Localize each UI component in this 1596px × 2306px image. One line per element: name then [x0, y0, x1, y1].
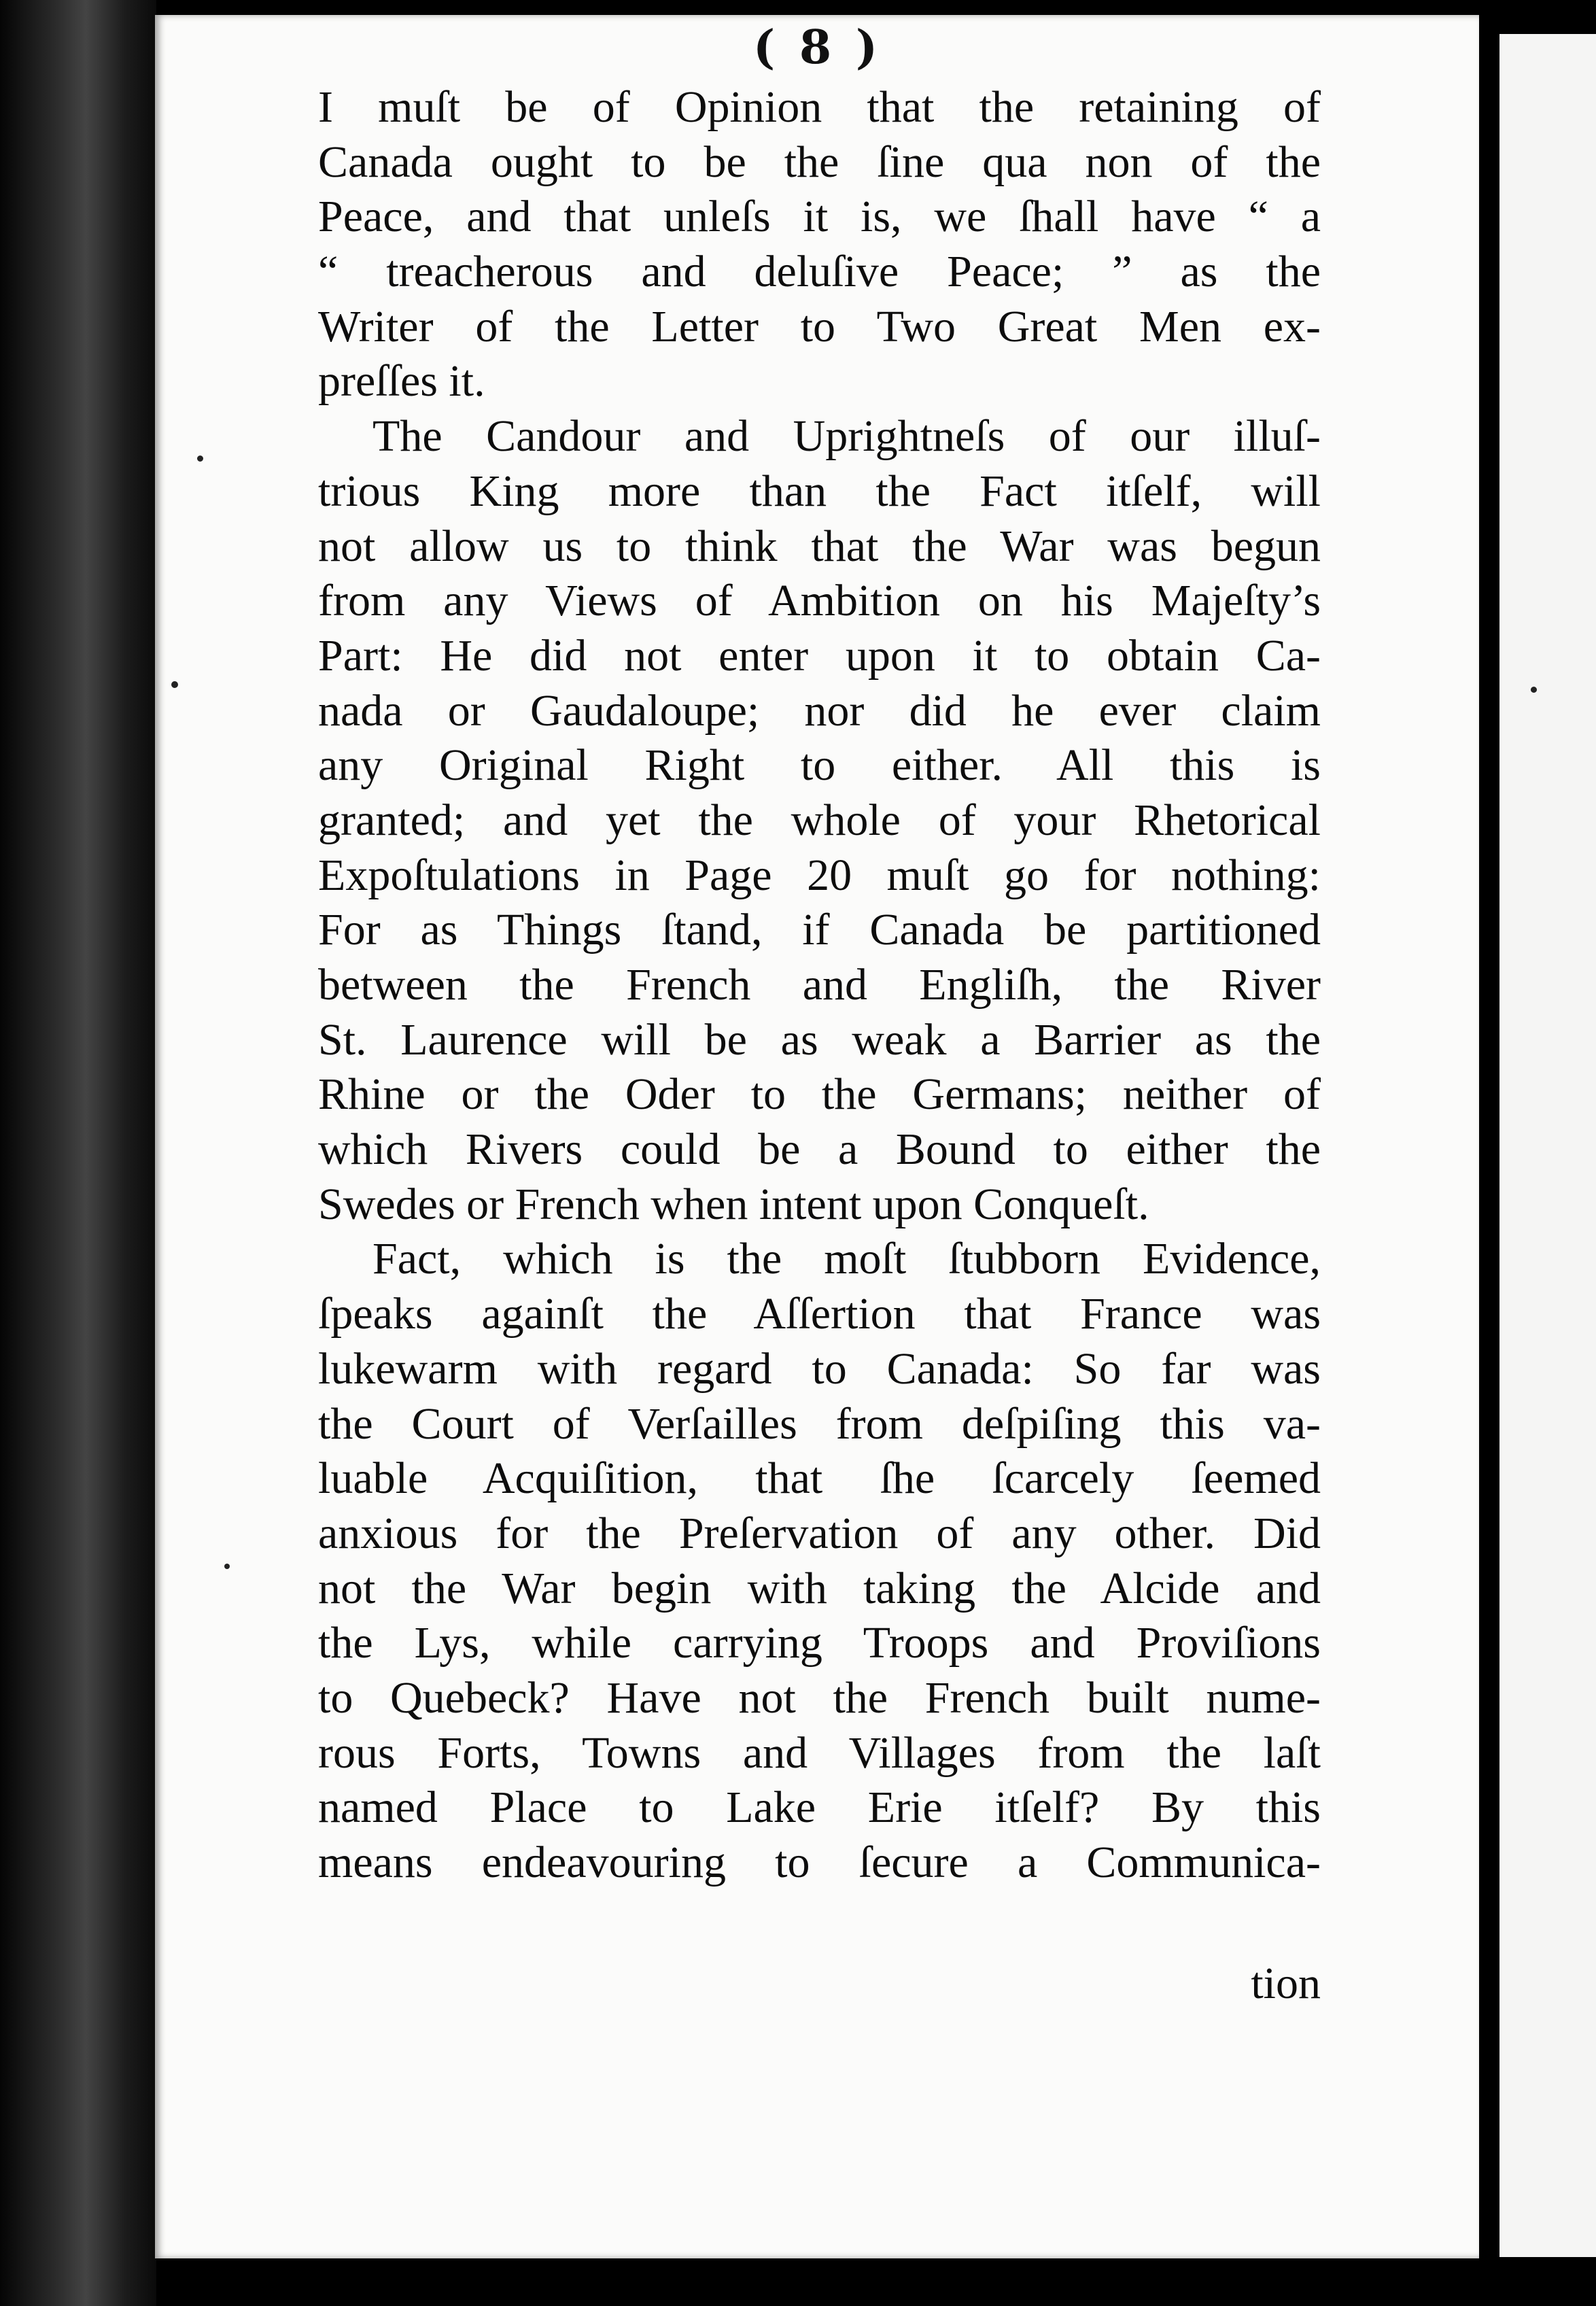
- text-line: Writer of the Letter to Two Great Men ex-: [318, 301, 1321, 351]
- text-line: St. Laurence will be as weak a Barrier as the: [318, 1014, 1321, 1065]
- text-line: to Quebeck? Have not the French built nume-: [318, 1672, 1321, 1723]
- text-line: The Candour and Uprightneſs of our illuſ-: [372, 411, 1321, 462]
- text-line: lukewarm with regard to Canada: So far was: [318, 1343, 1321, 1394]
- ink-speck: [171, 681, 178, 688]
- text-line: between the French and Engliſh, the River: [318, 960, 1321, 1010]
- text-line: granted; and yet the whole of your Rhetorical: [318, 795, 1321, 845]
- text-line: named Place to Lake Erie itſelf? By this: [318, 1783, 1321, 1833]
- ink-speck: [1531, 687, 1537, 693]
- text-line: I muſt be of Opinion that the retaining of: [318, 82, 1321, 132]
- book-spine: [0, 0, 156, 2306]
- text-line: rous Forts, Towns and Villages from the laſt: [318, 1727, 1321, 1778]
- facing-page-edge: [1499, 34, 1596, 2257]
- text-line: anxious for the Preſervation of any other. Did: [318, 1508, 1321, 1558]
- text-line: Peace, and that unleſs it is, we ſhall have “ a: [318, 192, 1321, 242]
- text-line: Part: He did not enter upon it to obtain Ca-: [318, 630, 1321, 681]
- ink-speck: [224, 1564, 230, 1569]
- text-line: the Court of Verſailles from deſpiſing this va-: [318, 1398, 1321, 1449]
- body-text: [318, 80, 1321, 1891]
- text-line: not allow us to think that the War was begun: [318, 521, 1321, 571]
- catchword: tion: [1251, 1959, 1321, 2008]
- text-line: preſſes it.: [318, 356, 485, 407]
- text-line: Fact, which is the moſt ſtubborn Evidence,: [372, 1234, 1321, 1284]
- text-line: luable Acquiſition, that ſhe ſcarcely ſeemed: [318, 1453, 1321, 1504]
- page-number: ( 8 ): [753, 20, 882, 75]
- text-line: which Rivers could be a Bound to either the: [318, 1124, 1321, 1175]
- text-line: trious King more than the Fact itſelf, will: [318, 466, 1321, 516]
- text-line: not the War begin with taking the Alcide and: [318, 1563, 1321, 1613]
- ink-speck: [197, 455, 203, 462]
- text-line: means endeavouring to ſecure a Communica-: [318, 1838, 1321, 1887]
- text-line: “ treacherous and deluſive Peace; ” as the: [318, 247, 1321, 297]
- text-line: any Original Right to either. All this is: [318, 740, 1321, 791]
- text-line: Swedes or French when intent upon Conqueſt.: [318, 1179, 1149, 1229]
- text-line: Canada ought to be the ſine qua non of the: [318, 137, 1321, 187]
- text-line: the Lys, while carrying Troops and Proviſions: [318, 1618, 1321, 1668]
- text-line: For as Things ſtand, if Canada be partitioned: [318, 905, 1321, 955]
- text-line: nada or Gaudaloupe; nor did he ever claim: [318, 685, 1321, 736]
- text-line: Expoſtulations in Page 20 muſt go for nothing:: [318, 850, 1321, 900]
- page-gutter: [1479, 0, 1499, 2306]
- text-line: ſpeaks againſt the Aſſertion that France was: [318, 1289, 1321, 1339]
- text-line: from any Views of Ambition on his Majeſty’s: [318, 576, 1321, 626]
- text-line: Rhine or the Oder to the Germans; neither of: [318, 1069, 1321, 1120]
